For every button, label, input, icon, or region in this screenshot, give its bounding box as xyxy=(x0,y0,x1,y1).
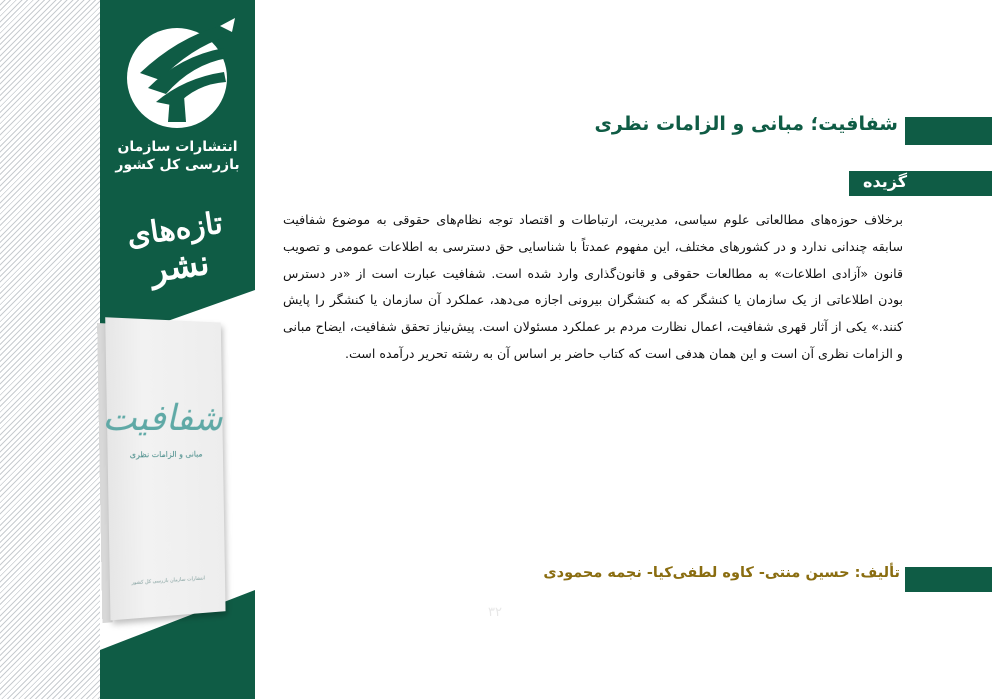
striped-margin xyxy=(0,0,100,699)
page-number: ۳۲ xyxy=(488,605,502,620)
new-publications-heading xyxy=(96,202,260,297)
book-front-cover xyxy=(101,317,225,620)
new-publications-word-2: نشر xyxy=(148,242,212,291)
cover-subtitle: مبانی و الزامات نظری xyxy=(129,449,203,460)
title-accent-bar xyxy=(905,117,992,145)
cover-footer: انتشارات سازمان بازرسی کل کشور xyxy=(131,575,206,587)
publisher-name xyxy=(100,138,255,174)
section-label: گزیده xyxy=(863,172,907,191)
author-accent-bar xyxy=(905,567,992,592)
excerpt-paragraph: برخلاف حوزه‌های مطالعاتی علوم سیاسی، مدیریت، ارتباطات و اقتصاد توجه نظام‌های حقوقی به موضوع شفافیت سابقه چندانی ندارد و در کشورهای مختلف، این مفهوم عمدتاً با شناسایی حق دسترسی به اطلاعات عمومی و تصویب قانون «آزادی اطلاعات» به مطالعات حقوقی و قانون‌گذاری وارد شده است. شفافیت عبارت است از «در دسترس بودن اطلاعاتی از یک سازمان یا کنشگر که به کنشگران بیرونی اجازه می‌دهد، عملکرد آن سازمان یا کنشگر را پایش کنند.» یکی از آثار قهری شفافیت، اعمال نظارت مردم بر عملکرد مسئولان است. پیش‌نیاز تحقق شفافیت، ایضاح مبانی و الزامات نظری آن است و این همان هدفی است که کتاب حاضر بر اساس آن به رشته تحریر درآمده است. xyxy=(283,212,903,361)
publisher-logo-icon xyxy=(120,18,235,133)
book-cover-image xyxy=(97,317,229,625)
author-credit: تألیف: حسین منتی- کاوه لطفی‌کیا- نجمه محمودی xyxy=(543,565,900,581)
page-title: شفافیت؛ مبانی و الزامات نظری xyxy=(594,113,898,135)
brand-line-2: بازرسی کل کشور xyxy=(115,157,240,173)
cover-title: شفافیت xyxy=(101,397,223,440)
brand-line-1: انتشارات سازمان xyxy=(117,139,238,155)
new-publications-word-1: تازه‌های xyxy=(124,205,225,254)
